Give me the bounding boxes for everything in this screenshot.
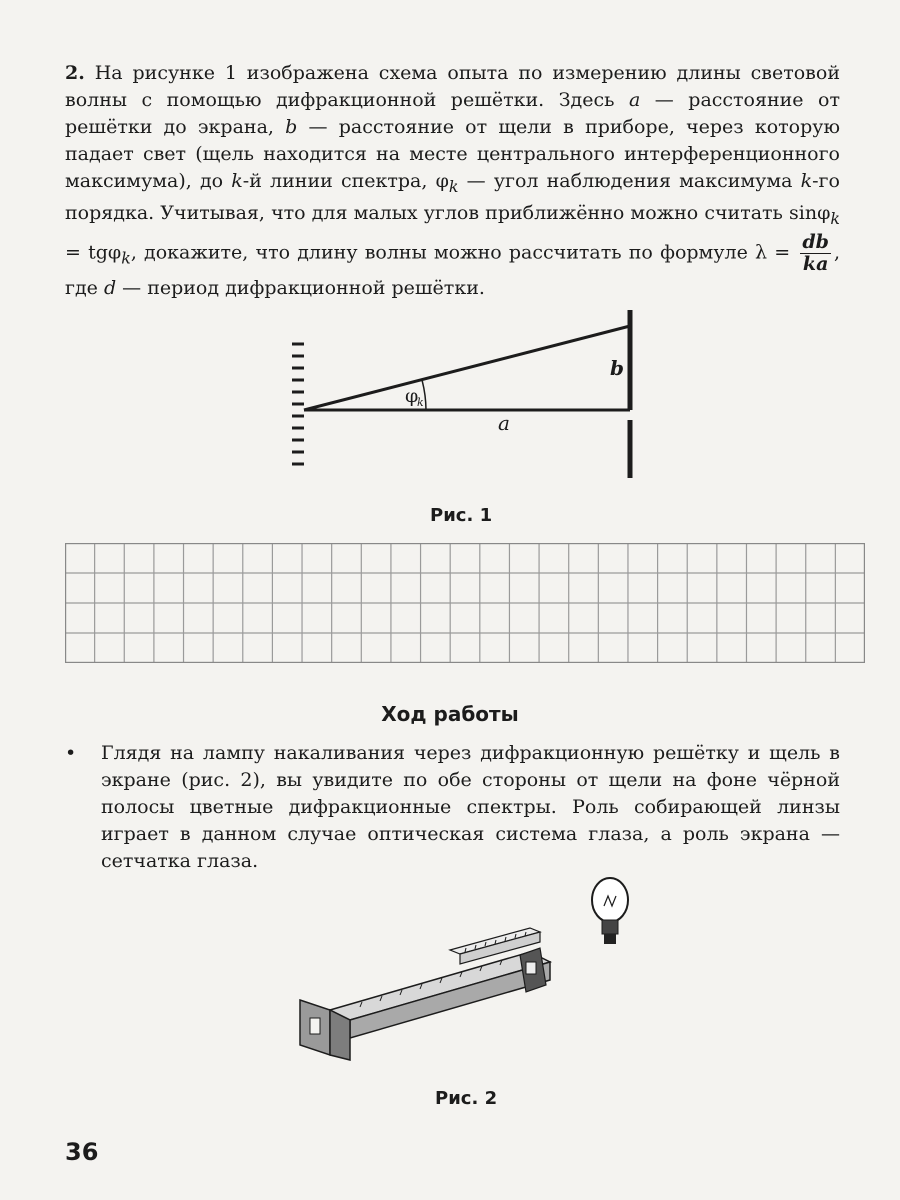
light-bulb-icon [592, 878, 628, 944]
task-paragraph [65, 60, 840, 302]
var-k-2: k [800, 170, 813, 192]
task-text-2: — расстояние от решётки до экрана, [65, 89, 840, 138]
sin-sub: k [830, 208, 840, 228]
bullet-marker: • [65, 742, 77, 764]
task-number: 2. [65, 62, 85, 84]
fraction-denominator: ka [802, 252, 829, 275]
section-title: Ход работы [381, 702, 519, 726]
var-d: d [103, 276, 117, 299]
var-k: k [231, 170, 243, 192]
angle-label-phi: φ [405, 385, 419, 407]
task-text-1: На рисунке 1 изображена схема опыта по измерению длины световой волны с помощью дифракционной решётки. Здесь [65, 62, 840, 111]
task-2 [65, 60, 840, 302]
procedure-bullet [65, 740, 840, 875]
tg-expression: = tgφ [65, 241, 122, 264]
figure-2-device [290, 870, 650, 1070]
task-text-4: -й линии спектра, [242, 170, 436, 192]
figure-2-caption: Рис. 2 [435, 1088, 498, 1109]
task-text-7: , докажите, что длину волны можно рассчитать по формуле λ = [130, 241, 798, 264]
device-rail [330, 952, 550, 1038]
bullet-text: Глядя на лампу накаливания через дифракционную решётку и щель в экране (рис. 2), вы увидите по обе стороны от щели на фоне чёрной полосы цветные дифракционные спектры. Роль собирающей линзы играет в данном случае оптическая система глаза, а роль экрана — сетчатка глаза. [101, 742, 840, 872]
phi-k-sub: k [448, 176, 459, 196]
label-a: a [498, 411, 510, 435]
sin-expression: sinφ [789, 201, 831, 224]
figure-1-diagram [280, 300, 660, 500]
var-a: a [628, 89, 641, 111]
diffracted-ray [304, 326, 630, 410]
task-text-6: -го порядка. Учитывая, что для малых углов приближённо можно считать [65, 170, 840, 224]
page-number: 36 [65, 1138, 99, 1166]
label-b: b [610, 356, 624, 380]
figure-1-caption: Рис. 1 [430, 505, 493, 526]
var-b: b [285, 116, 298, 138]
wavelength-fraction [800, 232, 831, 275]
diffraction-grating [292, 344, 304, 464]
angle-label-sub: k [417, 396, 424, 409]
answer-grid [65, 543, 865, 663]
task-text-8: , где [65, 241, 840, 299]
task-text-3: — расстояние от щели в приборе, через которую падает свет (щель находится на месте центрального интерференционного максимума), до [65, 116, 840, 192]
fraction-numerator: db [802, 230, 829, 253]
task-text-9: — период дифракционной решётки. [116, 276, 485, 299]
tg-sub: k [121, 247, 131, 267]
task-text-5: — угол наблюдения максимума [458, 170, 801, 192]
phi-k: φ [435, 170, 449, 192]
